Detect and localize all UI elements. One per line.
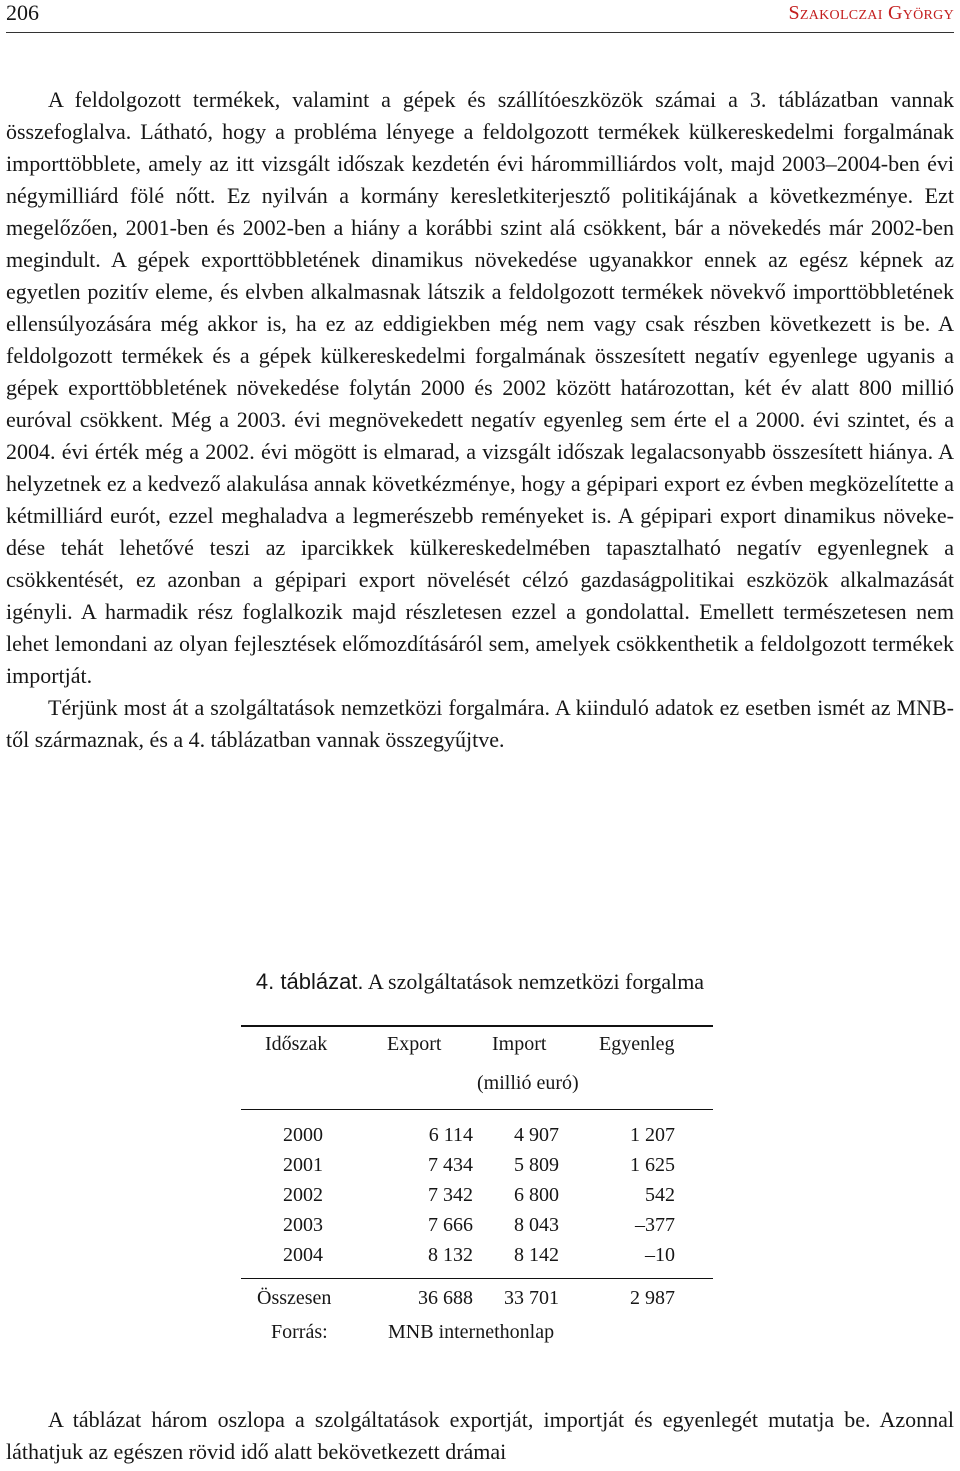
table-row bbox=[241, 1181, 713, 1211]
cell-export: 8 132 bbox=[428, 1244, 473, 1266]
total-balance: 2 987 bbox=[630, 1287, 675, 1309]
paragraph: A táblázat három oszlopa a szolgáltatások exportját, importját és egyenlegét mutatja be. Azonnal láthatjuk az egészen rövid idő alatt bekövetkezett drámai bbox=[6, 1407, 954, 1464]
cell-import: 4 907 bbox=[514, 1124, 559, 1146]
column-header-balance: Egyenleg bbox=[599, 1033, 675, 1055]
cell-export: 7 434 bbox=[428, 1154, 473, 1176]
column-header-period: Időszak bbox=[265, 1033, 328, 1055]
cell-export: 7 342 bbox=[428, 1184, 473, 1206]
total-import: 33 701 bbox=[504, 1287, 559, 1309]
table-total-row bbox=[241, 1284, 713, 1318]
main-text bbox=[6, 84, 954, 756]
cell-balance: 542 bbox=[645, 1184, 675, 1206]
bottom-text bbox=[6, 1404, 954, 1468]
table-row bbox=[241, 1151, 713, 1181]
paragraph: Térjünk most át a szolgáltatások nemzetközi forgalmára. A kiinduló adatok ez esetben ismét az MNB-től származnak, és a 4. táblázatban vannak összegyűjtve. bbox=[6, 695, 954, 752]
services-table bbox=[241, 1025, 713, 1352]
table-caption-title: A szolgáltatások nemzetközi forgalma bbox=[367, 969, 705, 994]
cell-balance: –377 bbox=[635, 1214, 675, 1236]
table-header-row bbox=[241, 1027, 713, 1065]
cell-year: 2003 bbox=[283, 1214, 323, 1236]
page-number: 206 bbox=[6, 0, 39, 25]
table-source-row bbox=[241, 1318, 713, 1352]
table-row bbox=[241, 1121, 713, 1151]
column-header-import: Import bbox=[492, 1033, 547, 1055]
cell-export: 7 666 bbox=[428, 1214, 473, 1236]
column-header-export: Export bbox=[387, 1033, 442, 1055]
page-header bbox=[6, 0, 954, 33]
unit-label: (millió euró) bbox=[477, 1072, 579, 1094]
cell-import: 5 809 bbox=[514, 1154, 559, 1176]
cell-import: 6 800 bbox=[514, 1184, 559, 1206]
total-export: 36 688 bbox=[418, 1287, 473, 1309]
source-value: MNB internethonlap bbox=[388, 1321, 555, 1343]
cell-year: 2000 bbox=[283, 1124, 323, 1146]
table-caption bbox=[0, 969, 960, 995]
cell-balance: 1 625 bbox=[630, 1154, 675, 1176]
table-caption-number: 4. táblázat. bbox=[255, 969, 364, 994]
total-label: Összesen bbox=[257, 1287, 332, 1309]
table-unit-row bbox=[241, 1065, 713, 1109]
table-row bbox=[241, 1211, 713, 1241]
cell-balance: 1 207 bbox=[630, 1124, 675, 1146]
source-label: Forrás: bbox=[271, 1321, 328, 1343]
cell-import: 8 142 bbox=[514, 1244, 559, 1266]
cell-export: 6 114 bbox=[428, 1124, 473, 1146]
cell-balance: –10 bbox=[645, 1244, 675, 1266]
cell-year: 2002 bbox=[283, 1184, 323, 1206]
running-head-author: Szakolczai György bbox=[788, 2, 954, 24]
table-row bbox=[241, 1241, 713, 1271]
cell-year: 2004 bbox=[283, 1244, 323, 1266]
paragraph: A feldolgozott termékek, valamint a gépek és szállítóeszközök számai a 3. táblázatban vannak összefoglalva. Látható, hogy a probléma lényege a feldolgozott termékek külkereskedelmi forgalmának importtöbblete, amely az itt vizsgált időszak kezdetén évi hárommilliárdos volt, majd 2003–2004-ben évi négymilliárd fölé nőtt. Ez nyilván a kormány keresletkiterjesztő politikájának a következménye. Ezt megelőzően, 2001-ben és 2002-ben a hiány a korábbi szint alá csökkent, bár a növekedés már 2002-ben megindult. A gépek exporttöbbletének dinamikus növekedése ugyanakkor ennek az egész képnek az egyetlen pozitív eleme, és elvben alkalmasnak látszik a feldolgozott termékek növekvő importtöbbletének ellensúlyozására még akkor is, ha ez az eddigiekben még nem vagy csak részben következett is be. A feldolgozott termékek és a gépek külkereskedelmi forgalmának összesített negatív egyenlege ugyanis a gépek exporttöbbletének növekedése folytán 2000 és 2002 között határozottan, két év alatt 800 millió euróval csökkent. Még a 2003. évi megnövekedett negatív egyenleg sem érte el a 2000. évi szintet, és a 2004. évi érték még a 2002. évi mögött is elmarad, a vizsgált időszak legalacsonyabb összesített hiánya. A helyzetnek ez a kedvező alakulása annak követkézménye, hogy a gépipari export ez évben megközelítette a kétmilliárd eurót, ezzel meghaladva a legmerészebb reményeket is. A gépipari export dinamikus növekedése tehát lehetővé teszi az iparcikkek külkereskedelmében tapasztalható negatív egyenlegnek a csökkentését, ez azonban a gépipari export növelését célzó gazdaságpolitikai eszközök alkalmazását igényli. A harmadik rész foglalkozik majd részletesen ezzel a gondolattal. Emellett természetesen nem lehet lemondani az olyan fejlesztések előmozdításáról sem, amelyek csökkenthetik a feldolgozott termékek importját. bbox=[6, 87, 954, 688]
cell-import: 8 043 bbox=[514, 1214, 559, 1236]
cell-year: 2001 bbox=[283, 1154, 323, 1176]
